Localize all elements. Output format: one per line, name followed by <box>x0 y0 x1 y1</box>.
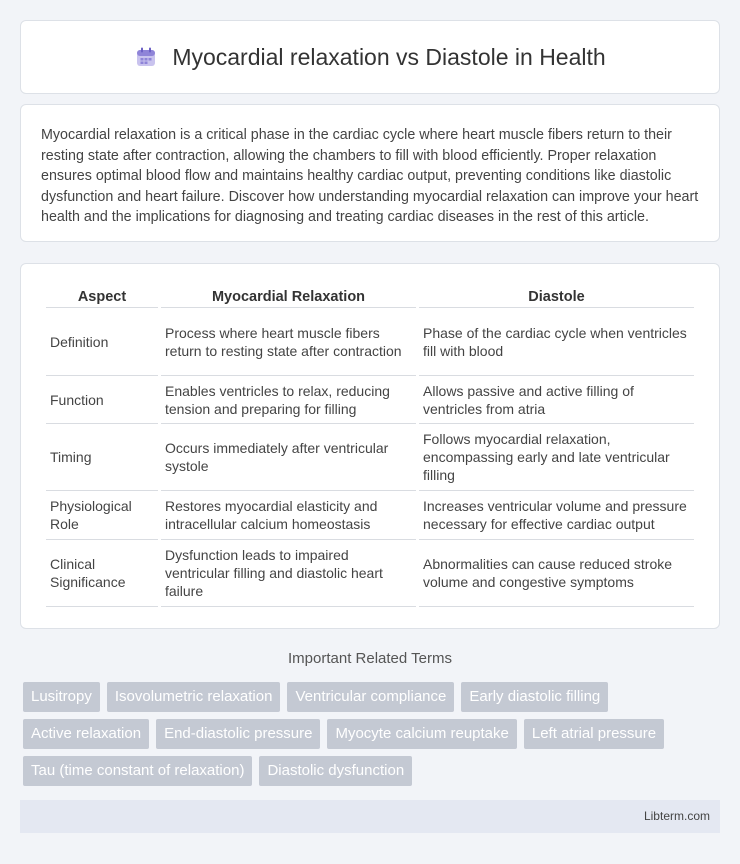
related-terms-heading: Important Related Terms <box>288 650 452 667</box>
related-term-tag[interactable]: Early diastolic filling <box>461 682 608 712</box>
related-term-tag[interactable]: Diastolic dysfunction <box>259 756 412 786</box>
related-term-tag[interactable]: Ventricular compliance <box>287 682 454 712</box>
cell-diastole: Allows passive and active filling of ventricles from atria <box>419 376 694 424</box>
table-row <box>46 540 694 607</box>
title-card <box>20 20 720 94</box>
cell-aspect: Timing <box>46 424 158 491</box>
table-row <box>46 424 694 491</box>
cell-diastole: Follows myocardial relaxation, encompassing early and late ventricular filling <box>419 424 694 491</box>
table-row <box>46 308 694 376</box>
cell-myocardial-relaxation: Occurs immediately after ventricular systole <box>161 424 416 491</box>
related-term-tag[interactable]: Left atrial pressure <box>524 719 664 749</box>
page-title: Myocardial relaxation vs Diastole in Health <box>172 43 606 70</box>
related-term-tag[interactable]: Isovolumetric relaxation <box>107 682 281 712</box>
cell-myocardial-relaxation: Process where heart muscle fibers return to resting state after contraction <box>161 308 416 376</box>
table-header-row <box>46 284 694 308</box>
related-term-tag[interactable]: Myocyte calcium reuptake <box>327 719 516 749</box>
intro-paragraph: Myocardial relaxation is a critical phase in the cardiac cycle where heart muscle fibers return to their resting state after contraction, allowing the chambers to fill with blood efficiently. Proper relaxation ensures optimal blood flow and maintains healthy cardiac output, preventing conditions like diastolic dysfunction and heart failure. Discover how understanding myocardial relaxation can improve your heart health and the implications for diagnosing and treating cardiac diseases in the rest of this article. <box>41 127 699 225</box>
header-myocardial-relaxation: Myocardial Relaxation <box>161 284 416 308</box>
comparison-table-card <box>20 263 720 629</box>
related-term-tag[interactable]: Lusitropy <box>23 682 100 712</box>
cell-diastole: Phase of the cardiac cycle when ventricles fill with blood <box>419 308 694 376</box>
footer-site-link[interactable]: Libterm.com <box>643 809 710 823</box>
cell-aspect: Function <box>46 376 158 424</box>
intro-card <box>20 104 720 242</box>
table-row <box>46 491 694 540</box>
cell-diastole: Abnormalities can cause reduced stroke volume and congestive symptoms <box>419 540 694 607</box>
cell-myocardial-relaxation: Restores myocardial elasticity and intracellular calcium homeostasis <box>161 491 416 540</box>
cell-diastole: Increases ventricular volume and pressure necessary for effective cardiac output <box>419 491 694 540</box>
related-term-tag[interactable]: Active relaxation <box>23 719 149 749</box>
cell-aspect: Definition <box>46 308 158 376</box>
cell-aspect: Clinical Significance <box>46 540 158 607</box>
cell-myocardial-relaxation: Enables ventricles to relax, reducing tension and preparing for filling <box>161 376 416 424</box>
related-term-tag[interactable]: Tau (time constant of relaxation) <box>23 756 252 786</box>
related-term-tag[interactable]: End-diastolic pressure <box>156 719 320 749</box>
calendar-icon <box>134 45 158 69</box>
table-row <box>46 376 694 424</box>
related-terms-list <box>23 682 723 786</box>
header-diastole: Diastole <box>419 284 694 308</box>
cell-aspect: Physiological Role <box>46 491 158 540</box>
cell-myocardial-relaxation: Dysfunction leads to impaired ventricular filling and diastolic heart failure <box>161 540 416 607</box>
header-aspect: Aspect <box>46 284 158 308</box>
footer <box>20 800 720 833</box>
comparison-table <box>43 284 697 607</box>
